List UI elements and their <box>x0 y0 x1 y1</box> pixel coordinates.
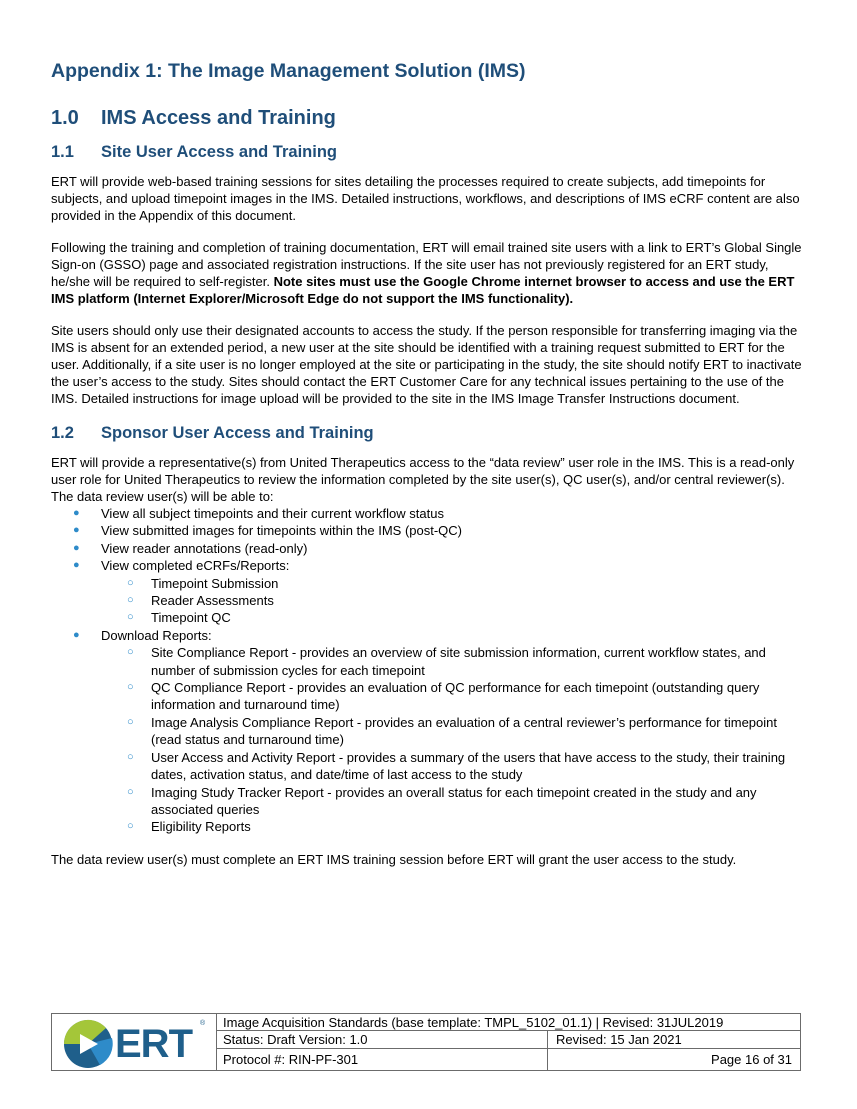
footer-protocol: Protocol #: RIN-PF-301 <box>217 1049 548 1070</box>
ecrf-sublist <box>101 575 803 627</box>
section-number: 1.2 <box>51 424 74 442</box>
list-item: ○ Timepoint Submission <box>101 575 803 592</box>
section-heading-1-2 <box>51 422 803 444</box>
closing-paragraph: The data review user(s) must complete an ERT IMS training session before ERT will grant the user access to the study. <box>51 851 737 867</box>
footer-template-row: Image Acquisition Standards (base template: TMPL_5102_01.1) | Revised: 31JUL2019 <box>217 1014 800 1031</box>
section-title: Site User Access and Training <box>101 143 337 161</box>
gsso-paragraph <box>51 239 803 307</box>
footer-protocol-row <box>217 1049 800 1070</box>
ert-logo-icon <box>60 1016 116 1072</box>
list-item: ● View all subject timepoints and their current workflow status <box>51 505 803 522</box>
list-item <box>51 627 803 836</box>
site-accounts-paragraph: Site users should only use their designated accounts to access the study. If the person responsible for transferring imaging via the IMS is absent for an extended period, a new user at the site should be identified with a training request submitted to ERT for the user. Additionally, if a site user is no longer employed at the site or participating in the study, the site should notify ERT to inactivate the user’s access to the study. Sites should contact the ERT Customer Care for any technical issues pertaining to the use of the IMS. Detailed instructions for image upload will be provided to the site in the IMS Image Transfer Instructions document. <box>51 323 802 406</box>
reports-sublist <box>101 644 803 835</box>
list-item: ● View reader annotations (read-only) <box>51 540 803 557</box>
list-item: ○ Timepoint QC <box>101 609 803 626</box>
ert-logo <box>52 1014 217 1070</box>
sponsor-intro-paragraph: ERT will provide a representative(s) from United Therapeutics access to the “data review” user role in the IMS. This is a read-only user role for United Therapeutics to review the information completed by the site user(s), QC user(s), and/or central reviewer(s). The data review user(s) will be able to: <box>51 455 795 504</box>
section-number: 1.0 <box>51 107 79 129</box>
list-item: ○ Image Analysis Compliance Report - provides an evaluation of a central reviewer’s performance for timepoint (read status and turnaround time) <box>101 714 803 749</box>
list-item: ○ QC Compliance Report - provides an evaluation of QC performance for each timepoint (outstanding query information and turnaround time) <box>101 679 803 714</box>
footer-revised: Revised: 15 Jan 2021 <box>556 1032 682 1047</box>
ert-logo-text: ERT <box>115 1022 192 1066</box>
section-title: IMS Access and Training <box>101 107 336 129</box>
page-footer <box>51 1013 801 1071</box>
registered-mark: ® <box>200 1020 206 1027</box>
footer-status-row <box>217 1031 800 1049</box>
list-item-label: Download Reports: <box>101 627 212 643</box>
list-item: ○ User Access and Activity Report - provides a summary of the users that have access to the study, their training dates, activation status, and date/time of last access to the study <box>101 749 803 784</box>
appendix-title: Appendix 1: The Image Management Solution (IMS) <box>51 60 526 82</box>
list-item-label: View completed eCRFs/Reports: <box>101 558 290 574</box>
list-item <box>51 557 803 627</box>
list-item: ● View submitted images for timepoints within the IMS (post-QC) <box>51 522 803 539</box>
data-review-capabilities-list <box>51 505 803 836</box>
list-item: ○ Eligibility Reports <box>101 818 803 835</box>
footer-page-number: Page 16 of 31 <box>711 1052 792 1067</box>
list-item: ○ Site Compliance Report - provides an overview of site submission information, current workflow states, and number of submission cycles for each timepoint <box>101 644 803 679</box>
chrome-note: Note sites must use the Google Chrome internet browser to access and use the ERT IMS platform (Internet Explorer/Microsoft Edge do not support the IMS functionality). <box>51 274 795 306</box>
section-heading-1-1 <box>51 141 803 163</box>
site-training-paragraph: ERT will provide web-based training sessions for sites detailing the processes required to create subjects, add timepoints for subjects, and upload timepoint images in the IMS. Detailed instructions, workflows, and descriptions of IMS eCRF content are also provided in the Appendix of this document. <box>51 174 800 223</box>
section-title: Sponsor User Access and Training <box>101 424 374 442</box>
section-heading-1-0 <box>51 103 803 133</box>
list-item: ○ Imaging Study Tracker Report - provides an overall status for each timepoint created in the study and any associated queries <box>101 784 803 819</box>
footer-status: Status: Draft Version: 1.0 <box>217 1031 548 1048</box>
document-page <box>51 56 803 883</box>
gsso-text: Following the training and completion of training documentation, ERT will email trained site users with a link to ERT’s Global Single Sign-on (GSSO) page and associated registration instructions. If the site user has not previously registered for an ERT study, he/she will be required to self-register. <box>51 240 802 289</box>
section-number: 1.1 <box>51 143 74 161</box>
list-item: ○ Reader Assessments <box>101 592 803 609</box>
